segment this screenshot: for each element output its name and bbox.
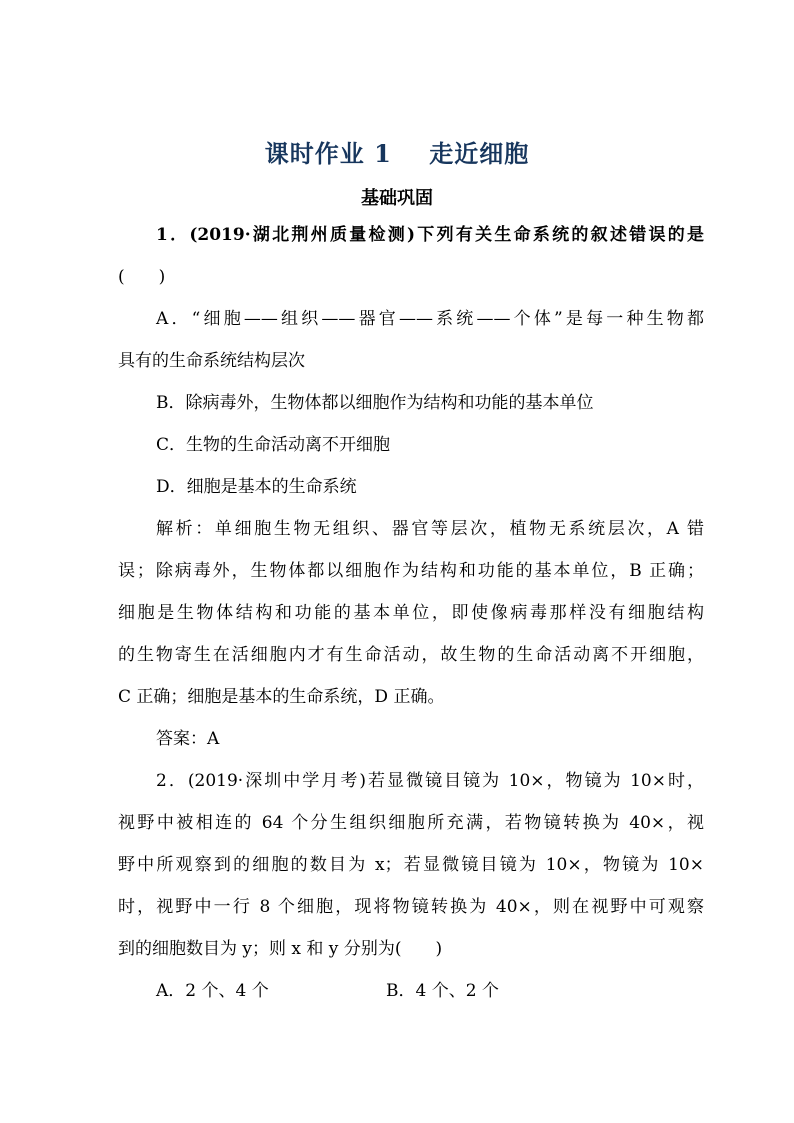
question-1-option-b: B．除病毒外，生物体都以细胞作为结构和功能的基本单位 (156, 393, 594, 413)
question-2-stem-line: 野中所观察到的细胞的数目为 x；若显微镜目镜为 10×，物镜为 10× (118, 855, 704, 875)
question-1-stem: 1．(2019·湖北荆州质量检测)下列有关生命系统的叙述错误的是 (156, 225, 704, 245)
section-heading: 基础巩固 (361, 188, 433, 209)
question-2-stem-line: 2．(2019·深圳中学月考)若显微镜目镜为 10×，物镜为 10×时， (156, 771, 704, 791)
question-1-analysis-line: C 正确；细胞是基本的生命系统，D 正确。 (118, 687, 445, 707)
question-2-stem-line: 到的细胞数目为 y；则 x 和 y 分别为( ) (118, 939, 443, 959)
question-2-option-a: A．2 个、4 个 (156, 981, 269, 1001)
page-title: 课时作业 1 走近细胞 (264, 139, 530, 168)
question-1-option-a-cont: 具有的生命系统结构层次 (118, 351, 305, 371)
question-1-analysis-line: 解析：单细胞生物无组织、器官等层次，植物无系统层次，A 错 (156, 519, 704, 539)
question-1-analysis-line: 细胞是生物体结构和功能的基本单位，即使像病毒那样没有细胞结构 (118, 603, 704, 623)
question-1-option-a: A．“细胞——组织——器官——系统——个体”是每一种生物都 (156, 309, 704, 329)
question-1-analysis-line: 误；除病毒外，生物体都以细胞作为结构和功能的基本单位，B 正确； (118, 561, 704, 581)
question-2-option-b: B．4 个、2 个 (386, 981, 499, 1001)
question-1-answer-blank: ( ) (118, 267, 166, 287)
question-2-stem-line: 时，视野中一行 8 个细胞，现将物镜转换为 40×，则在视野中可观察 (118, 897, 704, 917)
question-1-option-c: C．生物的生命活动离不开细胞 (156, 435, 391, 455)
question-1-answer: 答案：A (156, 729, 220, 749)
question-2-stem-line: 视野中被相连的 64 个分生组织细胞所充满，若物镜转换为 40×，视 (118, 813, 704, 833)
question-1-analysis-line: 的生物寄生在活细胞内才有生命活动，故生物的生命活动离不开细胞， (118, 645, 704, 665)
question-1-option-d: D．细胞是基本的生命系统 (156, 477, 357, 497)
